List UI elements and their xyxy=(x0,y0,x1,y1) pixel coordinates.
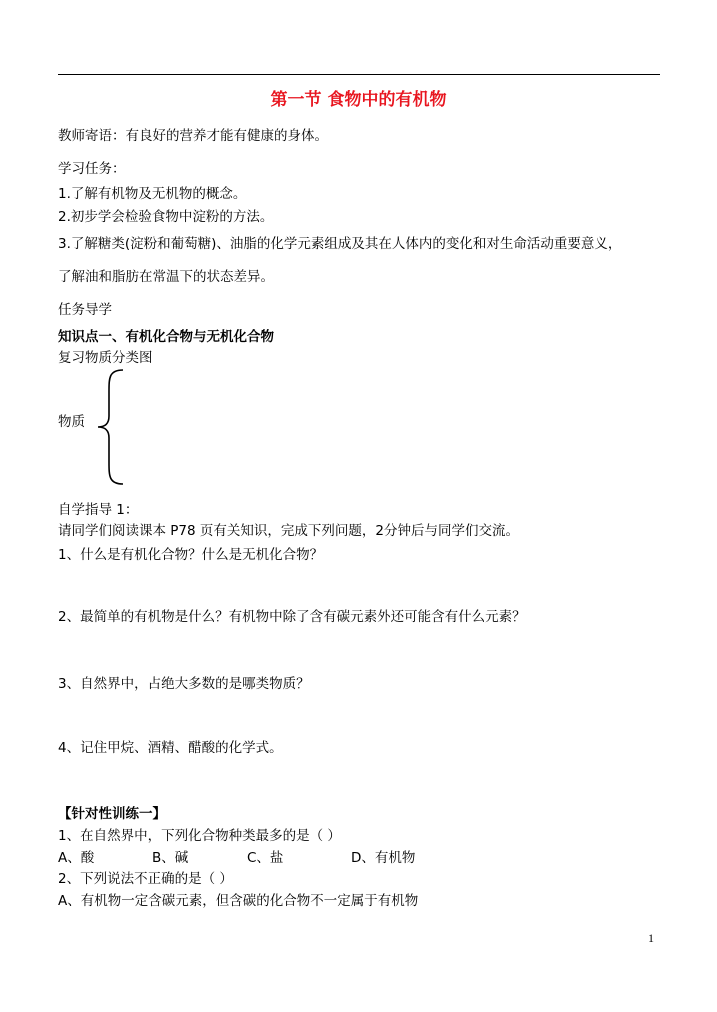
tasks-heading: 学习任务： xyxy=(58,161,126,177)
option-d: D、有机物 xyxy=(351,850,416,866)
option-a: A、酸 xyxy=(58,850,95,866)
self-study-heading: 自学指导 1： xyxy=(58,502,139,518)
practice-question: 2、下列说法不正确的是（ ） xyxy=(58,871,233,887)
header-rule xyxy=(58,74,660,75)
task-item: 3.了解糖类(淀粉和葡萄糖)、油脂的化学元素组成及其在人体内的变化和对生命活动重要意义， xyxy=(58,236,622,252)
practice-heading: 【针对性训练一】 xyxy=(58,806,166,822)
reading-instruction: 请同学们阅读课本 P78 页有关知识，完成下列问题，2分钟后与同学们交流。 xyxy=(58,523,519,539)
classification-brace xyxy=(93,368,127,486)
question-item: 1、什么是有机化合物？什么是无机化合物？ xyxy=(58,547,324,563)
matter-label: 物质 xyxy=(58,414,85,430)
question-item: 2、最简单的有机物是什么？有机物中除了含有碳元素外还可能含有什么元素？ xyxy=(58,609,526,625)
practice-question: 1、在自然界中，下列化合物种类最多的是（ ） xyxy=(58,828,341,844)
question-item: 4、记住甲烷、酒精、醋酸的化学式。 xyxy=(58,740,283,756)
practice-option: A、有机物一定含碳元素，但含碳的化合物不一定属于有机物 xyxy=(58,893,419,909)
option-c: C、盐 xyxy=(247,850,284,866)
knowledge-point-heading: 知识点一、有机化合物与无机化合物 xyxy=(58,329,274,345)
review-label: 复习物质分类图 xyxy=(58,350,153,366)
task-item: 2.初步学会检验食物中淀粉的方法。 xyxy=(58,209,274,225)
task-item: 了解油和脂肪在常温下的状态差异。 xyxy=(58,269,274,285)
teacher-motto: 教师寄语：有良好的营养才能有健康的身体。 xyxy=(58,128,328,144)
guide-heading: 任务导学 xyxy=(58,302,112,318)
option-b: B、碱 xyxy=(152,850,189,866)
question-item: 3、自然界中，占绝大多数的是哪类物质？ xyxy=(58,676,310,692)
task-item: 1.了解有机物及无机物的概念。 xyxy=(58,186,247,202)
page-number: 1 xyxy=(648,931,654,945)
page-title: 第一节 食物中的有机物 xyxy=(270,90,447,110)
